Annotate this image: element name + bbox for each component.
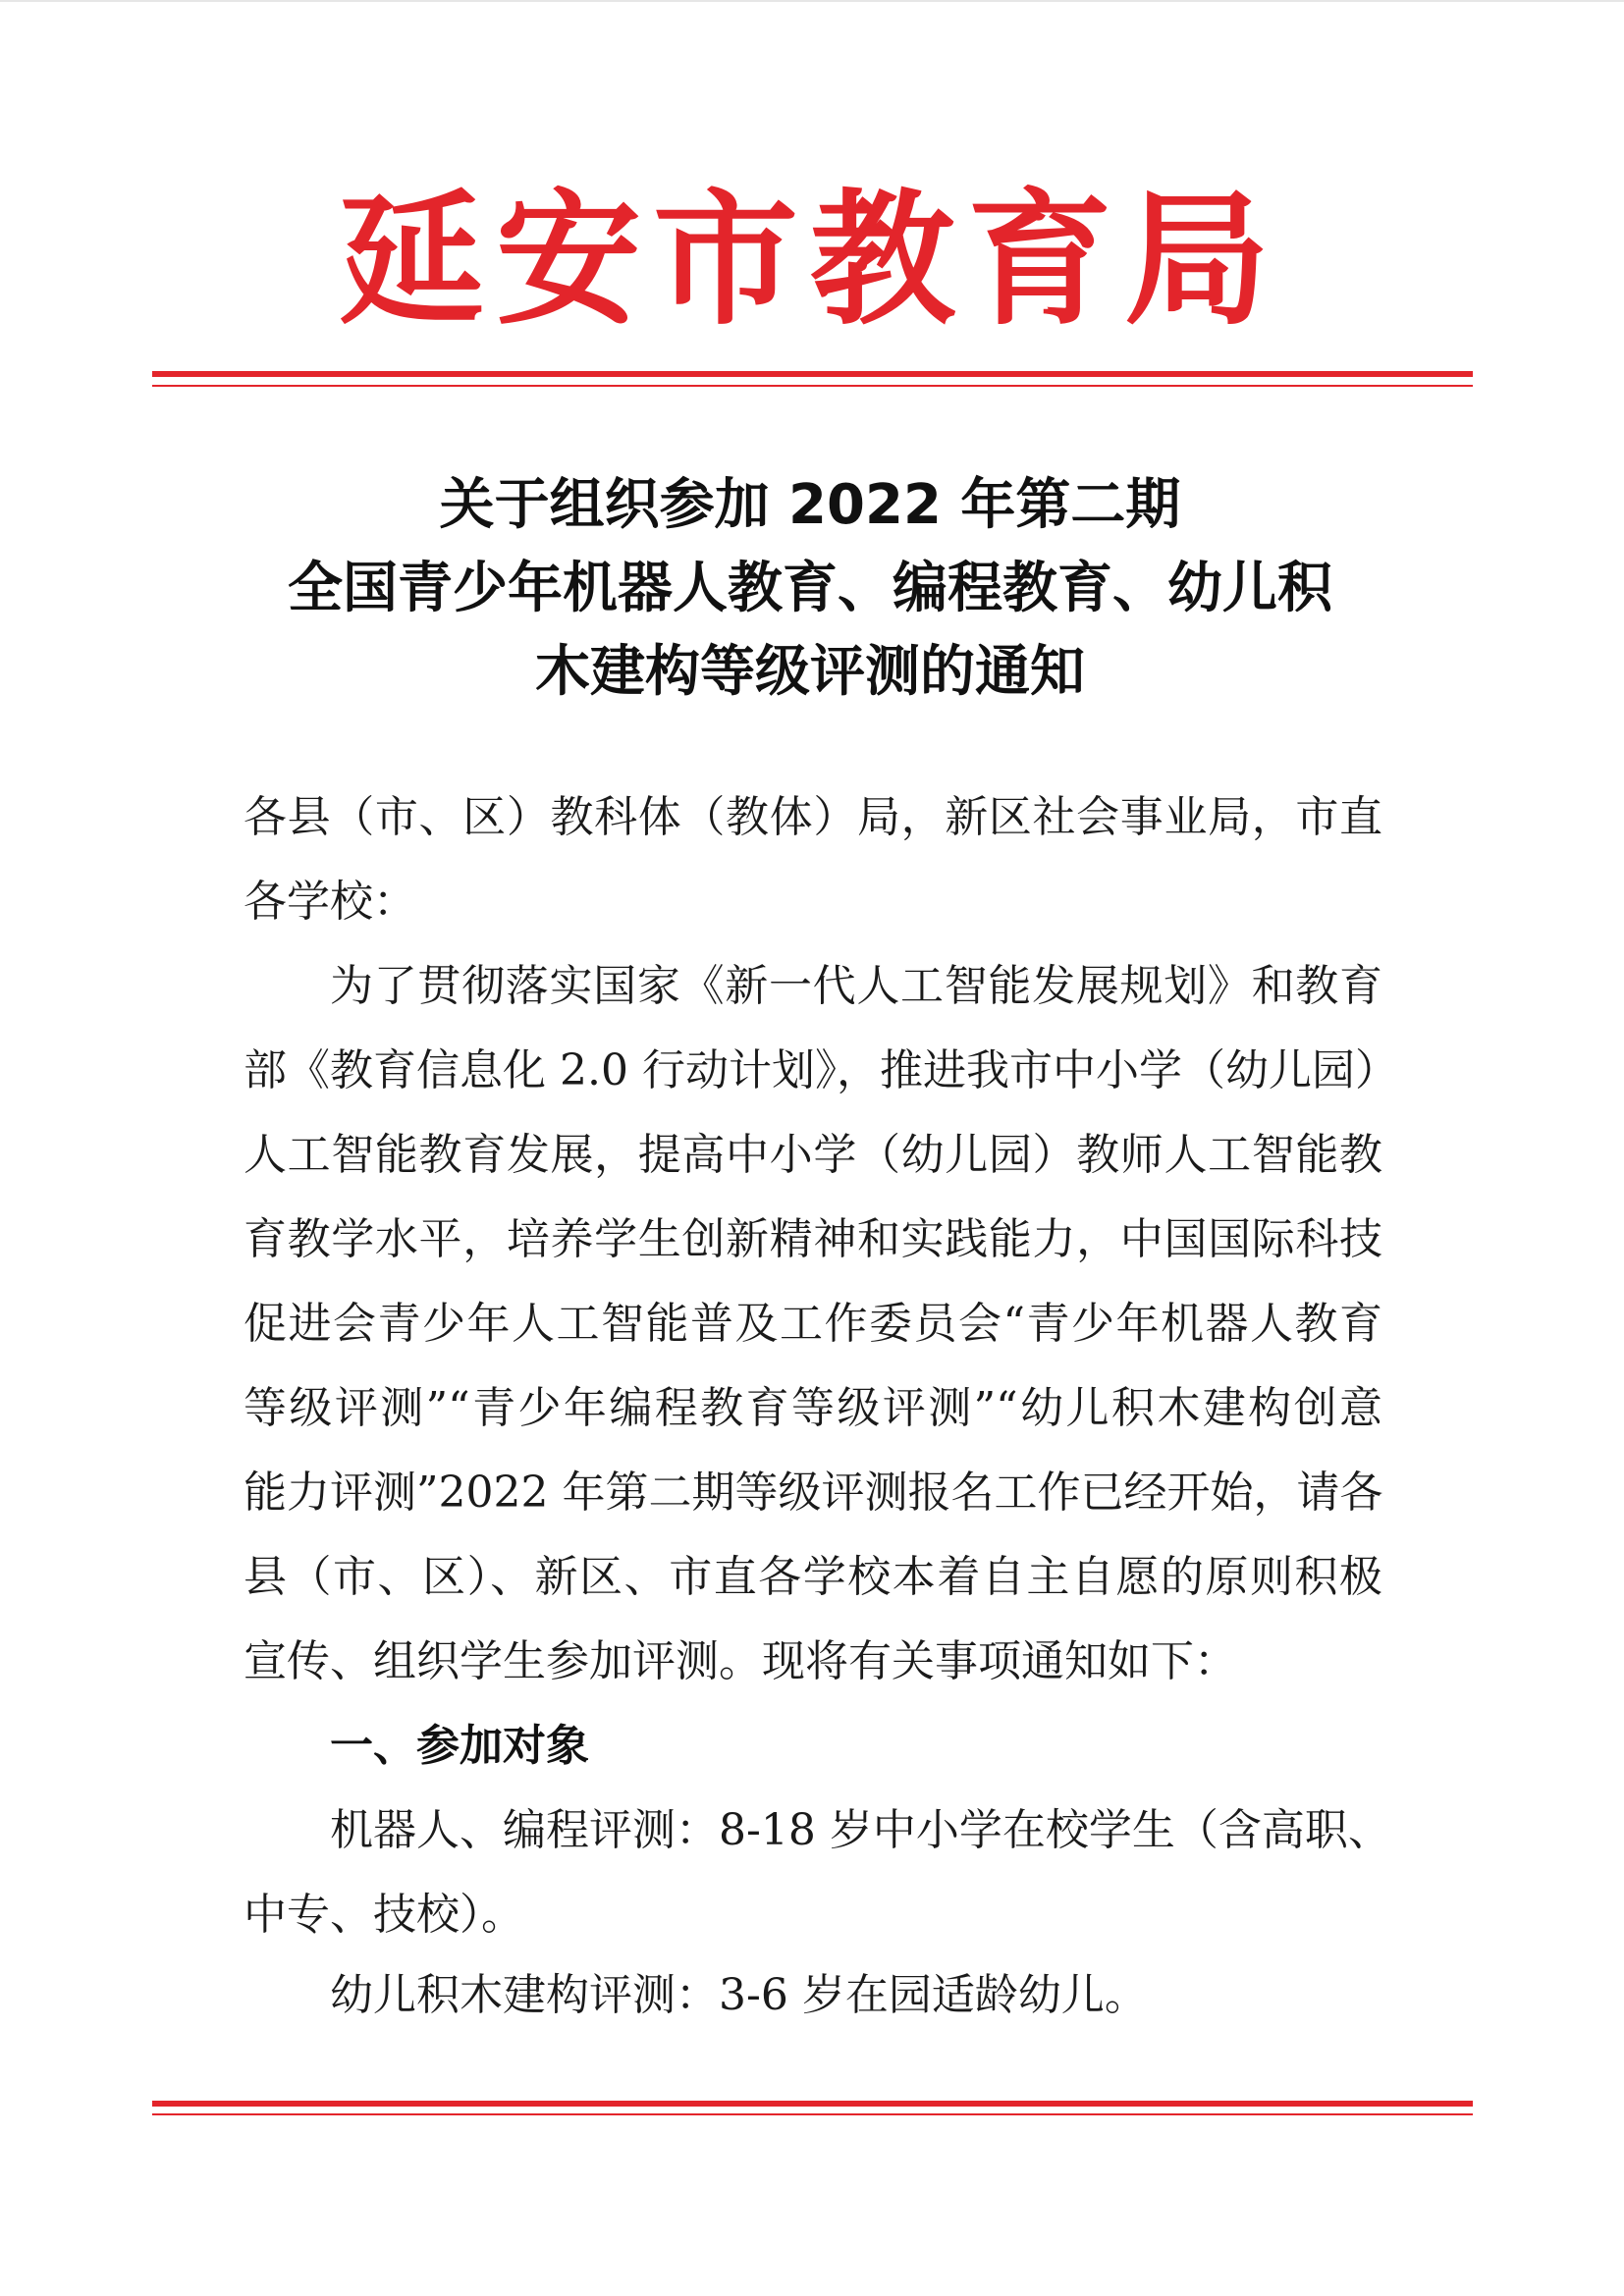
paragraph-line: 中专、技校）。	[244, 1890, 524, 1940]
document-title-line-2: 全国青少年机器人教育、编程教育、幼儿积	[288, 557, 1332, 620]
section-1-blocks	[244, 1953, 1382, 2038]
letterhead-org-name: 延安市教育局	[339, 174, 1281, 345]
paragraph-line: 能力评测”2022 年第二期等级评测报名工作已经开始，请各	[244, 1468, 1383, 1518]
paragraph-line: 人工智能教育发展，提高中小学（幼儿园）教师人工智能教	[244, 1130, 1382, 1180]
document-title-line-3: 木建构等级评测的通知	[535, 640, 1085, 704]
paragraph-line: 促进会青少年人工智能普及工作委员会“青少年机器人教育	[244, 1299, 1382, 1349]
footer-rule-thick	[152, 2101, 1473, 2107]
section-1-robot-programming	[244, 1789, 1391, 1957]
paragraph-line: 幼儿积木建构评测：3-6 岁在园适龄幼儿。	[330, 1970, 1148, 2020]
intro-paragraph	[244, 944, 1398, 1704]
paragraph-line: 等级评测”“青少年编程教育等级评测”“幼儿积木建构创意	[244, 1383, 1382, 1433]
paragraph-line: 育教学水平，培养学生创新精神和实践能力，中国国际科技	[244, 1214, 1382, 1264]
paragraph-line: 宣传、组织学生参加评测。现将有关事项通知如下：	[244, 1636, 1237, 1686]
letterhead-rule-thick	[152, 371, 1473, 377]
section-1-heading: 一、参加对象	[330, 1721, 589, 1771]
letterhead-rule-thin	[152, 385, 1473, 387]
document-title-line-1: 关于组织参加 2022 年第二期	[439, 473, 1181, 537]
paragraph-line: 为了贯彻落实国家《新一代人工智能发展规划》和教育	[330, 961, 1382, 1011]
salutation	[244, 775, 1382, 944]
salutation-line: 各学校：	[244, 877, 416, 927]
paragraph-line: 机器人、编程评测：8-18 岁中小学在校学生（含高职、	[330, 1805, 1391, 1855]
footer-rule-thin	[152, 2113, 1473, 2115]
paragraph-line: 部《教育信息化 2.0 行动计划》，推进我市中小学（幼儿园）	[244, 1045, 1398, 1095]
paragraph-line: 县（市、区）、新区、市直各学校本着自主自愿的原则积极	[244, 1552, 1382, 1602]
salutation-line: 各县（市、区）教科体（教体）局，新区社会事业局，市直	[244, 792, 1382, 842]
